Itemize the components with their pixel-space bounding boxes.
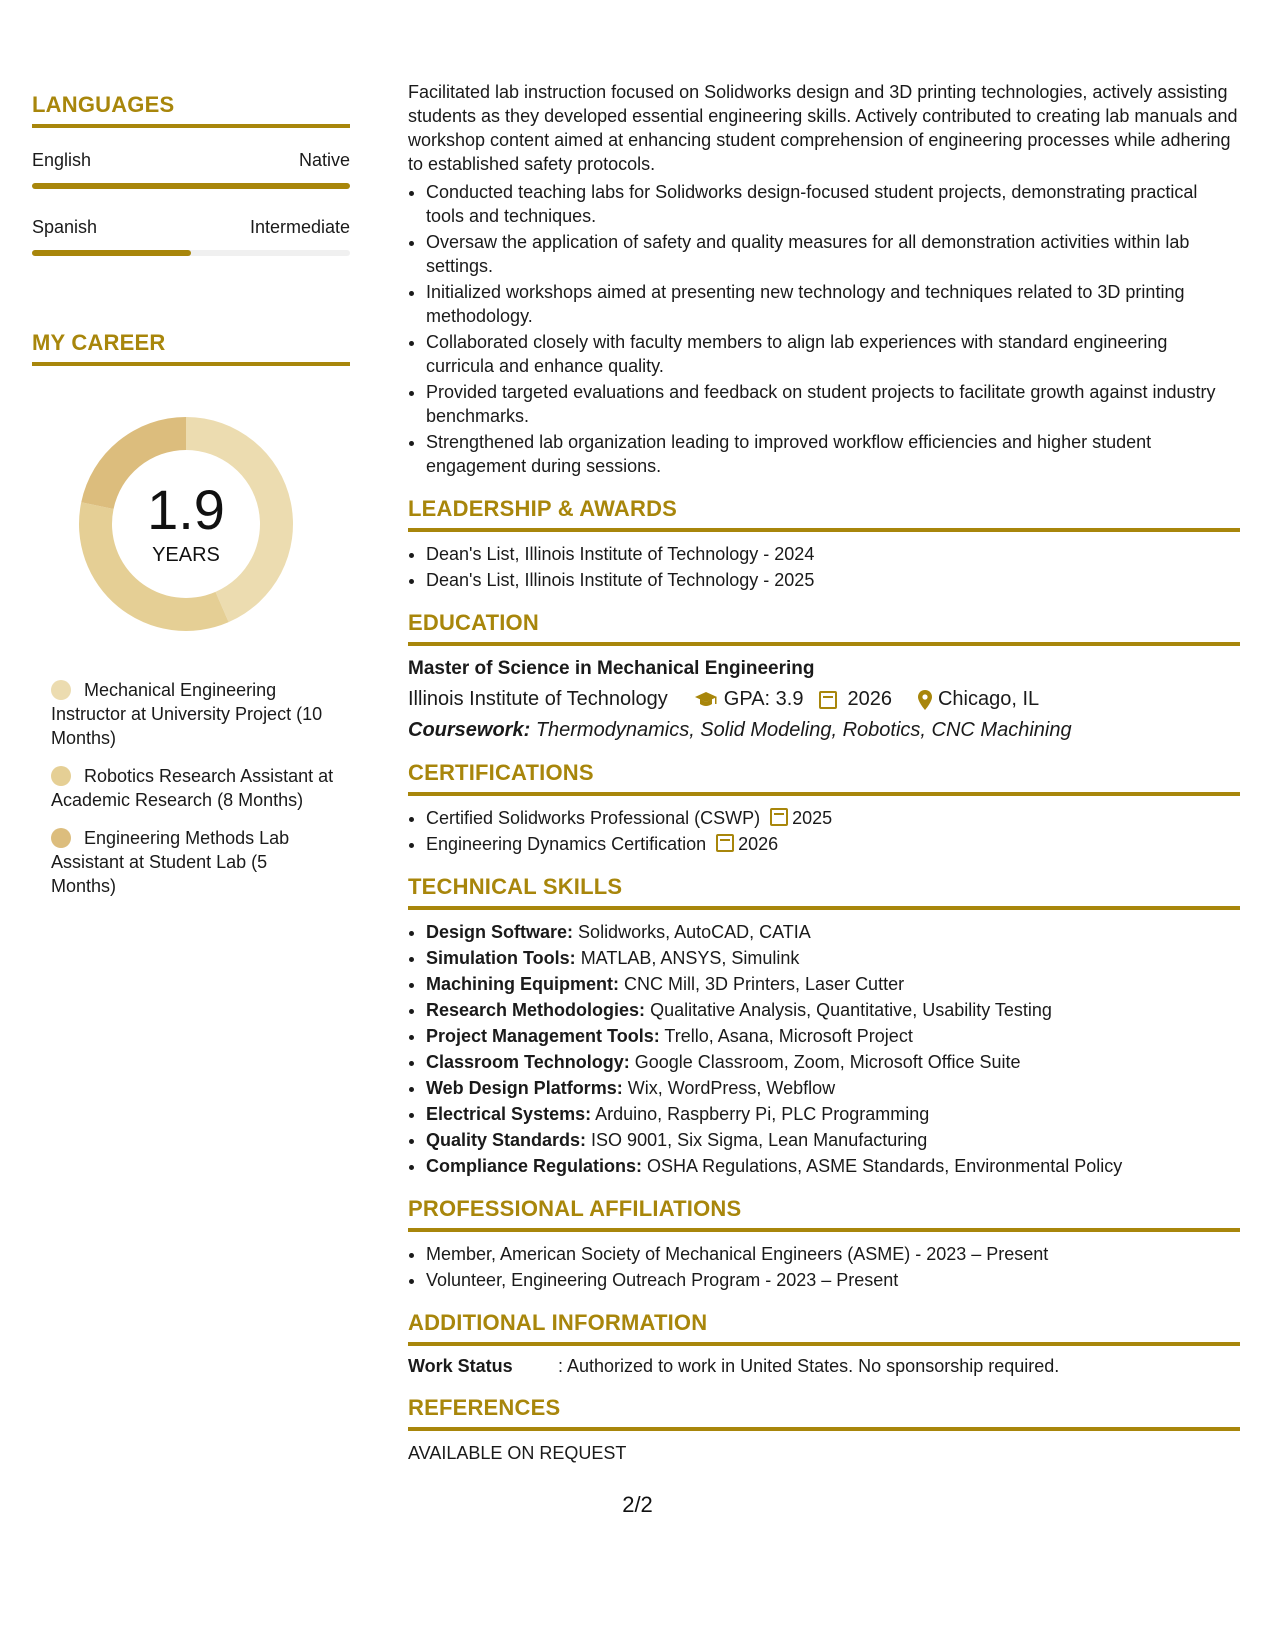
calendar-icon (770, 808, 788, 826)
languages-title: LANGUAGES (32, 92, 175, 117)
skill-category: Quality Standards: (426, 1130, 587, 1150)
skills-title: TECHNICAL SKILLS (408, 874, 623, 899)
language-item (32, 150, 350, 189)
certifications-title: CERTIFICATIONS (408, 760, 594, 785)
references-text: AVAILABLE ON REQUEST (408, 1443, 627, 1463)
skill-category: Compliance Regulations: (426, 1156, 643, 1176)
affiliation-item: • Volunteer, Engineering Outreach Program - 2023 – Present (426, 1268, 1240, 1292)
skill-values: Wix, WordPress, Webflow (627, 1078, 836, 1098)
legend-dot-icon (51, 766, 71, 786)
career-legend-text: Robotics Research Assistant at Academic Research (8 Months) (51, 766, 334, 810)
award-item: • Dean's List, Illinois Institute of Technology - 2024 (426, 542, 1240, 566)
skill-values: ISO 9001, Six Sigma, Lean Manufacturing (591, 1130, 928, 1150)
skill-item (426, 946, 1240, 970)
skill-category: Machining Equipment: (426, 974, 619, 994)
additional-info-section (408, 1310, 1240, 1377)
right-column (408, 80, 1240, 1464)
graduation-cap-icon (694, 691, 718, 709)
experience-bullet: • Provided targeted evaluations and feedback on student projects to facilitate growth against industry benchmarks. (426, 380, 1240, 428)
awards-title: LEADERSHIP & AWARDS (408, 496, 678, 521)
coursework-text: Thermodynamics, Solid Modeling, Robotics, CNC Machining (535, 719, 1072, 741)
language-bar-fill (32, 250, 191, 256)
language-level: Native (298, 150, 350, 170)
work-status-label: Work Status (408, 1356, 513, 1376)
references-title: REFERENCES (408, 1395, 561, 1420)
education-degree: Master of Science in Mechanical Engineering (408, 658, 815, 679)
section-rule (32, 124, 350, 128)
language-level: Intermediate (249, 217, 350, 237)
experience-summary: Facilitated lab instruction focused on Solidworks design and 3D printing technologies, actively assisting students as they developed essential engineering skills. Actively contributed to creating lab manuals and workshop content aimed at enhancing student comprehension of engineering processes while adhering to established safety protocols. (408, 82, 1238, 174)
career-legend-item (51, 826, 336, 898)
career-legend-item (51, 764, 336, 812)
skill-item (426, 1128, 1240, 1152)
skill-values: Google Classroom, Zoom, Microsoft Office Suite (634, 1052, 1021, 1072)
education-school: Illinois Institute of Technology (408, 688, 668, 710)
coursework-label: Coursework: (408, 719, 531, 741)
legend-dot-icon (51, 828, 71, 848)
language-bar-fill (32, 183, 350, 189)
skills-section (408, 874, 1240, 1178)
skill-values: Qualitative Analysis, Quantitative, Usability Testing (650, 1000, 1052, 1020)
work-status-value: : Authorized to work in United States. No sponsorship required. (558, 1356, 1060, 1376)
skill-values: Trello, Asana, Microsoft Project (664, 1026, 913, 1046)
skill-item (426, 972, 1240, 996)
left-column (32, 92, 350, 912)
additional-info-title: ADDITIONAL INFORMATION (408, 1310, 708, 1335)
certification-name: Certified Solidworks Professional (CSWP) (426, 808, 761, 828)
certification-year: 2026 (738, 834, 779, 854)
career-legend-text: Mechanical Engineering Instructor at University Project (10 Months) (51, 680, 323, 748)
certification-item (426, 806, 1240, 830)
section-rule (408, 642, 1240, 646)
section-rule (32, 362, 350, 366)
affiliations-section (408, 1196, 1240, 1292)
page-number: 2/2 (622, 1492, 653, 1517)
skill-category: Research Methodologies: (426, 1000, 646, 1020)
career-title: MY CAREER (32, 330, 166, 355)
career-donut-chart (66, 404, 306, 644)
skill-category: Simulation Tools: (426, 948, 576, 968)
affiliation-item: • Member, American Society of Mechanical Engineers (ASME) - 2023 – Present (426, 1242, 1240, 1266)
skill-item (426, 920, 1240, 944)
skill-values: MATLAB, ANSYS, Simulink (580, 948, 800, 968)
skill-category: Project Management Tools: (426, 1026, 660, 1046)
career-legend-text: Engineering Methods Lab Assistant at Student Lab (5 Months) (51, 828, 290, 896)
location-pin-icon (918, 690, 932, 710)
certifications-section (408, 760, 1240, 856)
section-rule (408, 528, 1240, 532)
education-title: EDUCATION (408, 610, 539, 635)
section-rule (408, 906, 1240, 910)
legend-dot-icon (51, 680, 71, 700)
awards-section (408, 496, 1240, 592)
work-status-row (408, 1356, 1240, 1377)
skill-values: Solidworks, AutoCAD, CATIA (578, 922, 811, 942)
certification-item (426, 832, 1240, 856)
skill-item (426, 1050, 1240, 1074)
language-bar (32, 183, 350, 189)
experience-bullet: • Oversaw the application of safety and quality measures for all demonstration activities within lab settings. (426, 230, 1240, 278)
skill-category: Design Software: (426, 922, 574, 942)
references-section (408, 1395, 1240, 1464)
experience-bullets (408, 180, 1240, 478)
experience-bullet: • Initialized workshops aimed at presenting new technology and techniques related to 3D printing methodology. (426, 280, 1240, 328)
section-rule (408, 1427, 1240, 1431)
experience-bullet: • Strengthened lab organization leading to improved workflow efficiencies and higher student engagement during sessions. (426, 430, 1240, 478)
skill-item (426, 1102, 1240, 1126)
skill-category: Web Design Platforms: (426, 1078, 623, 1098)
education-details (408, 688, 1240, 711)
language-bar (32, 250, 350, 256)
skill-item (426, 1076, 1240, 1100)
career-years-value: 1.9 (147, 478, 225, 541)
education-year: 2026 (847, 688, 892, 710)
education-location: Chicago, IL (937, 688, 1040, 710)
section-rule (408, 1228, 1240, 1232)
education-coursework (408, 719, 1240, 742)
section-rule (408, 1342, 1240, 1346)
language-name: Spanish (32, 217, 98, 237)
career-legend-item (51, 678, 336, 750)
affiliations-title: PROFESSIONAL AFFILIATIONS (408, 1196, 742, 1221)
skill-values: OSHA Regulations, ASME Standards, Environmental Policy (647, 1156, 1123, 1176)
award-item: • Dean's List, Illinois Institute of Technology - 2025 (426, 568, 1240, 592)
calendar-icon (819, 691, 837, 709)
skill-item (426, 1154, 1240, 1178)
career-legend (51, 678, 336, 898)
education-section (408, 610, 1240, 742)
certification-year: 2025 (792, 808, 833, 828)
career-years-label: YEARS (152, 544, 220, 566)
experience-bullet: • Conducted teaching labs for Solidworks design-focused student projects, demonstrating practical tools and techniques. (426, 180, 1240, 228)
skill-item (426, 998, 1240, 1022)
section-rule (408, 792, 1240, 796)
calendar-icon (716, 834, 734, 852)
language-item (32, 217, 350, 256)
skill-values: CNC Mill, 3D Printers, Laser Cutter (624, 974, 905, 994)
education-gpa: GPA: 3.9 (723, 688, 804, 710)
skill-category: Classroom Technology: (426, 1052, 630, 1072)
skill-item (426, 1024, 1240, 1048)
skill-category: Electrical Systems: (426, 1104, 592, 1124)
skill-values: Arduino, Raspberry Pi, PLC Programming (595, 1104, 930, 1124)
language-name: English (32, 150, 92, 170)
experience-bullet: • Collaborated closely with faculty members to align lab experiences with standard engineering curricula and enhance quality. (426, 330, 1240, 378)
certification-name: Engineering Dynamics Certification (426, 834, 707, 854)
